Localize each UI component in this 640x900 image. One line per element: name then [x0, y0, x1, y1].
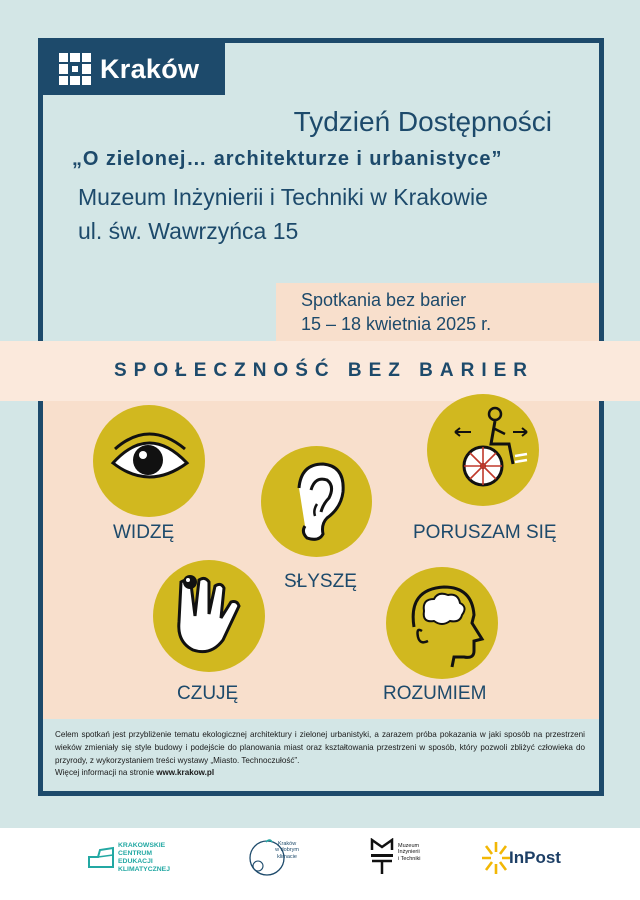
event-title: Tydzień Dostępności — [293, 106, 552, 137]
event-dates: 15 – 18 kwietnia 2025 r. — [301, 314, 492, 334]
label-poruszam: PORUSZAM SIĘ — [413, 522, 557, 543]
wheelchair-icon — [427, 394, 539, 506]
kdk-logo-text — [270, 841, 304, 860]
info-more-prefix: Więcej informacji na stronie — [55, 768, 154, 778]
krakow-logo-icon — [59, 53, 91, 85]
ear-icon — [261, 446, 372, 557]
info-url-link[interactable]: www.krakow.pl — [156, 768, 215, 778]
mit-line: Inżynierii — [398, 849, 420, 856]
event-name: Spotkania bez barier — [301, 290, 467, 310]
label-slysze: SŁYSZĘ — [284, 571, 357, 592]
circle-czuje — [153, 560, 265, 672]
krakow-logo[interactable] — [43, 43, 225, 95]
mit-line: Muzeum — [398, 843, 420, 849]
kdk-line: klimacie — [277, 853, 297, 860]
hand-icon — [153, 560, 265, 672]
kcek-line: KLIMATYCZNEJ — [118, 866, 170, 873]
inpost-logo-text: InPost — [509, 848, 561, 867]
inpost-logo-icon[interactable] — [480, 838, 512, 876]
kdk-line: w dobrym — [275, 847, 299, 854]
label-widze: WIDZĘ — [113, 522, 175, 543]
kcek-logo-icon — [86, 840, 116, 870]
circle-widze — [93, 405, 205, 517]
motto-band — [0, 341, 640, 401]
circle-slysze — [261, 446, 372, 557]
kdk-line: Kraków — [277, 841, 297, 847]
kcek-line: CENTRUM — [118, 850, 152, 857]
circle-poruszam — [427, 394, 539, 506]
info-text: Celem spotkań jest przybliżenie tematu ekologicznej architektury i zielonej urbanistyki, a zarazem próba pokazania w jaki sposób na przestrzeni wieków zmieniały się style budowy i podejście do planowania miast oraz kształtowania przestrzeni w sposób, który pozwoli zbliżyć człowieka do przyrody, z wykorzystaniem treści wystawy „Miasto. Technoczułość”. — [55, 730, 585, 765]
head-brain-icon — [386, 567, 498, 679]
label-rozumiem: ROZUMIEM — [383, 683, 487, 704]
kcek-logo-text[interactable] — [118, 842, 170, 874]
kcek-line: EDUKACJI — [118, 858, 153, 865]
kcek-line: KRAKOWSKIE — [118, 842, 166, 849]
motto-text: SPOŁECZNOŚĆ BEZ BARIER — [113, 360, 535, 381]
venue-name: Muzeum Inżynierii i Techniki w Krakowie — [78, 184, 488, 210]
info-paragraph — [55, 729, 585, 780]
krakow-logo-text: Kraków — [100, 53, 200, 84]
mit-line: i Techniki — [398, 855, 421, 862]
mit-logo-icon[interactable] — [370, 838, 394, 876]
label-czuje: CZUJĘ — [177, 683, 239, 704]
event-subtitle: „O zielonej… architekturze i urbanistyce” — [72, 148, 503, 170]
mit-logo-text — [398, 843, 421, 862]
eye-icon — [93, 405, 205, 517]
circle-rozumiem — [386, 567, 498, 679]
venue-address: ul. św. Wawrzyńca 15 — [78, 218, 299, 244]
